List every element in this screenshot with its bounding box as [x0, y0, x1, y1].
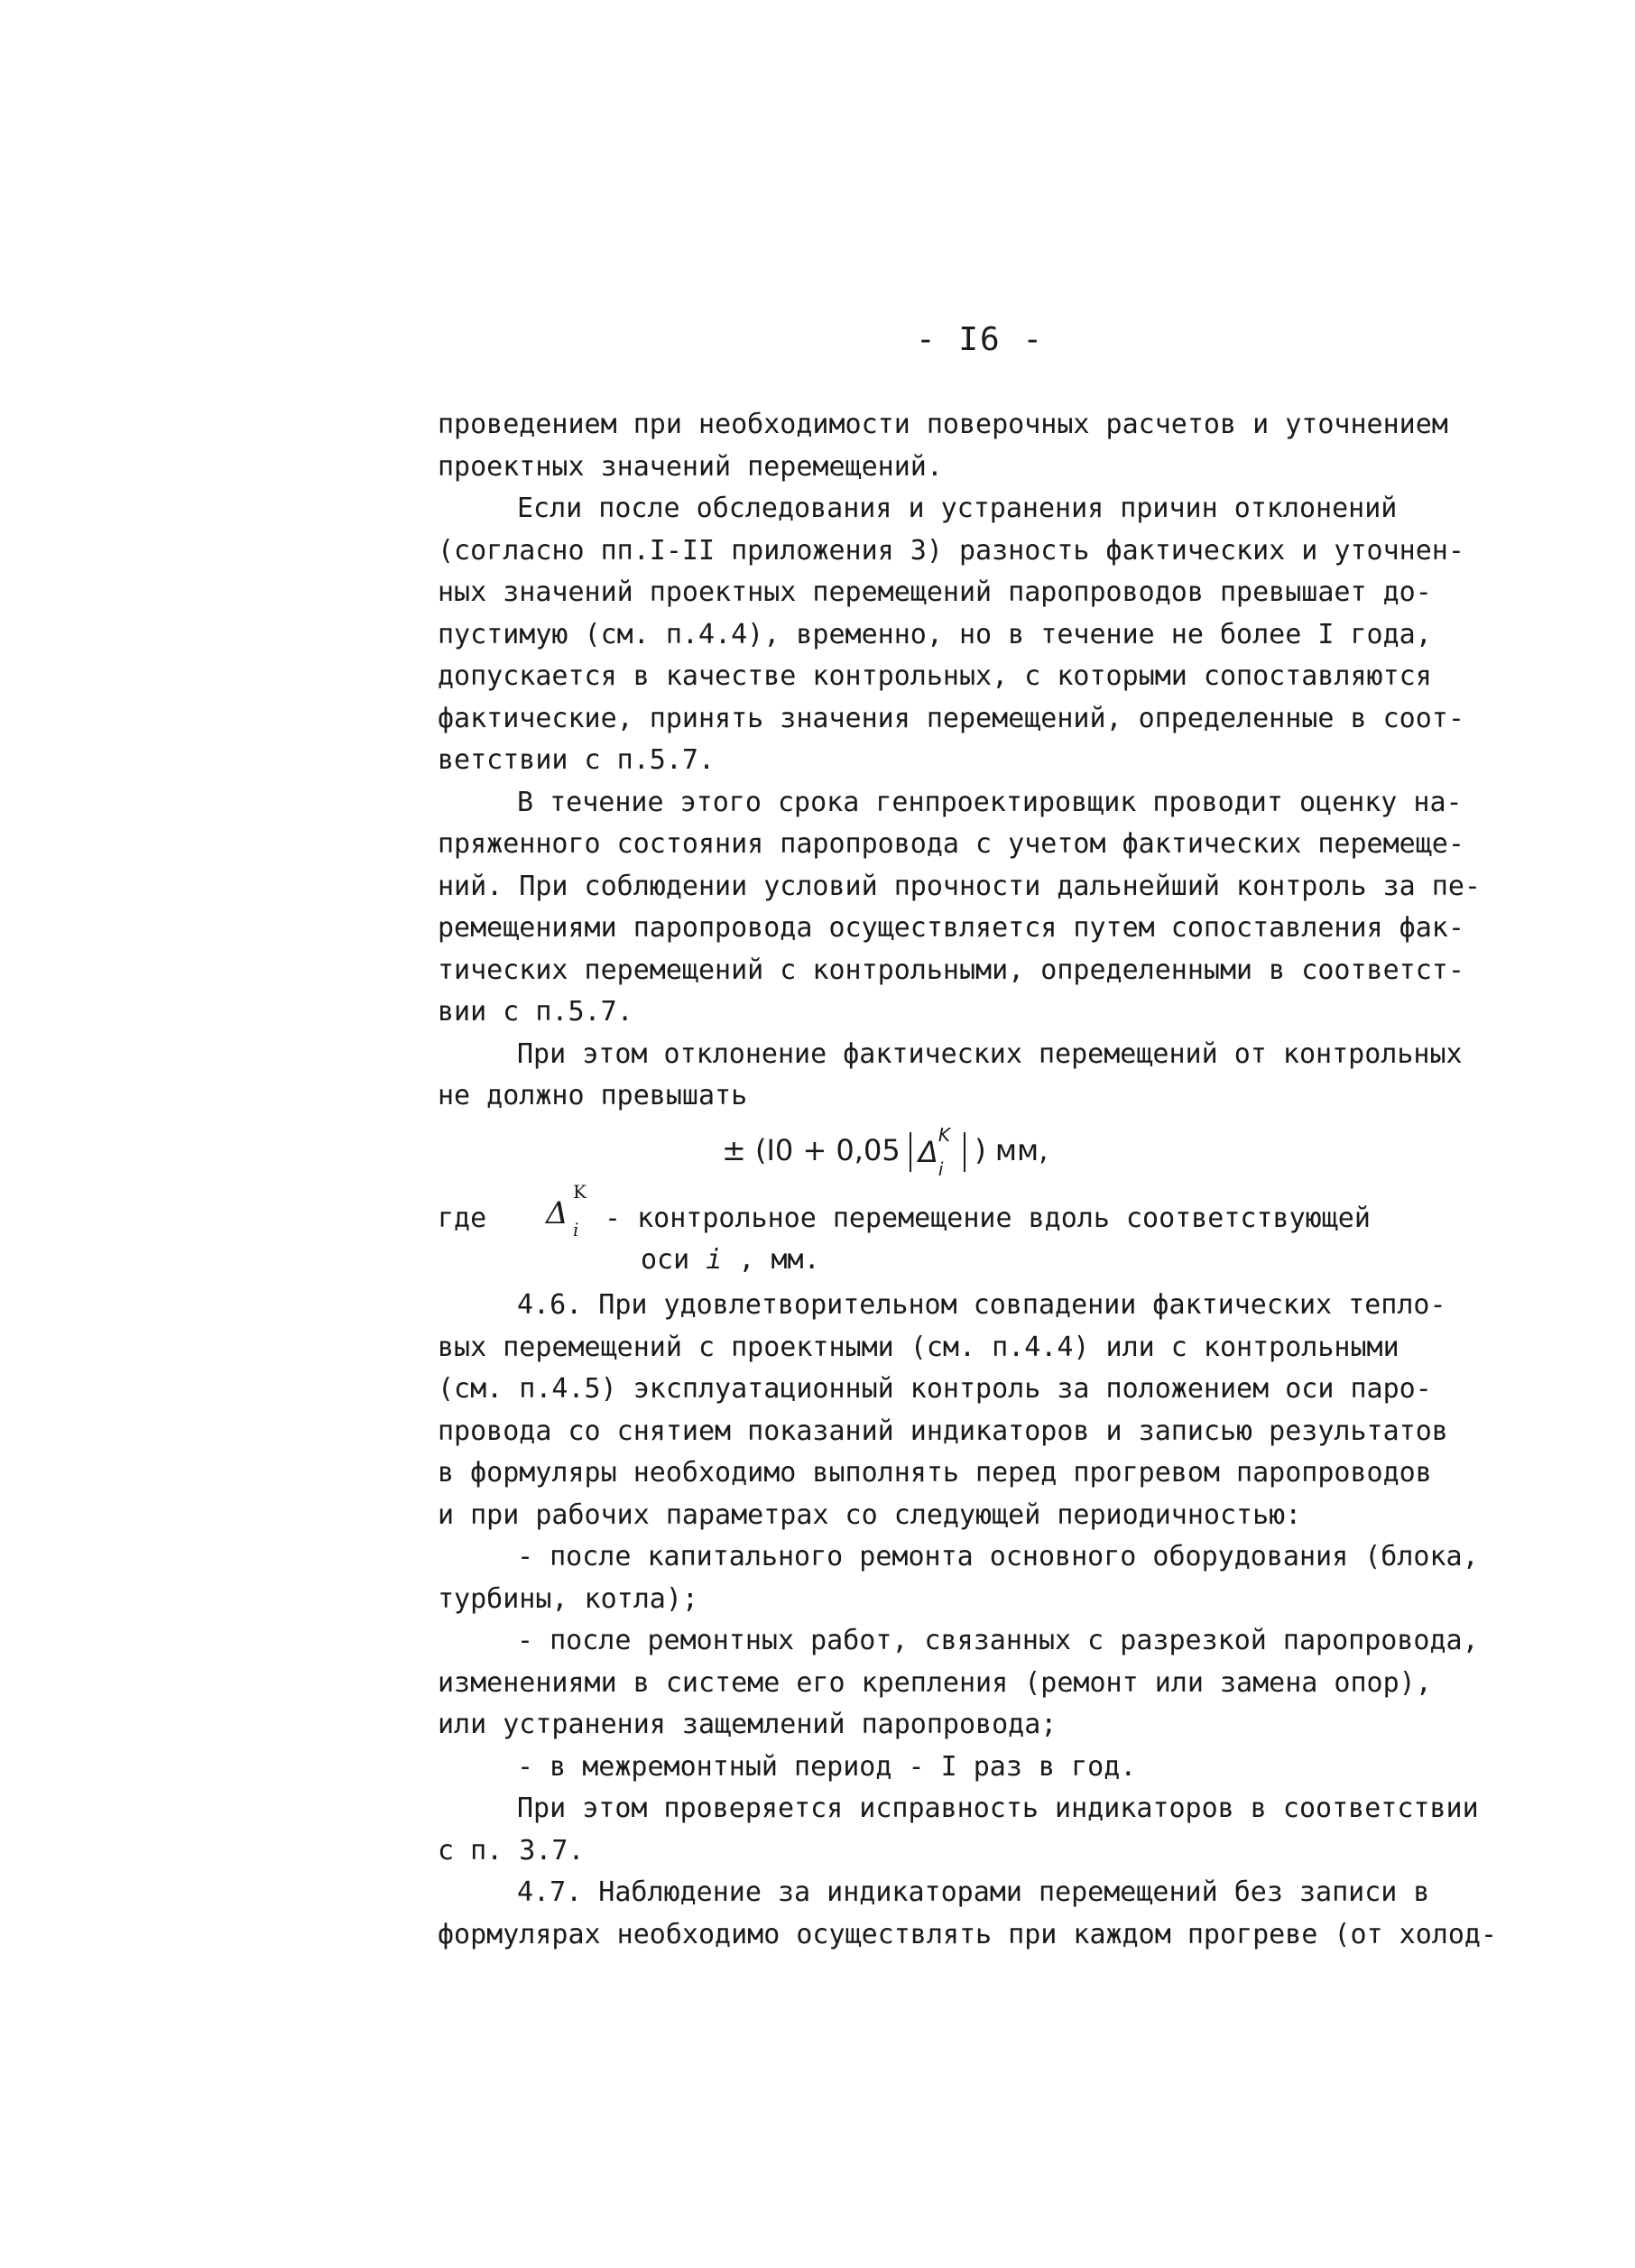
where-delta-subscript: i — [573, 1219, 579, 1240]
text-line: турбины, котла); — [438, 1582, 698, 1615]
text-line: 4.6. При удовлетворительном совпадении фактических тепло- — [517, 1289, 1446, 1321]
text-line: - после ремонтных работ, связанных с разрезкой паропровода, — [517, 1625, 1479, 1656]
text-line: проектных значений перемещений. — [438, 450, 943, 483]
text-line: провода со снятием показаний индикаторов и записью результатов — [438, 1415, 1448, 1447]
text-line: ний. При соблюдении условий прочности дальнейший контроль за пе- — [438, 870, 1481, 902]
formula-suffix: ) мм, — [975, 1133, 1048, 1167]
text-line: изменениями в системе его крепления (ремонт или замена опор), — [438, 1666, 1432, 1699]
text-line: ремещениями паропровода осуществляется путем сопоставления фак- — [438, 912, 1464, 944]
text-line: тических перемещений с контрольными, определенными в соответст- — [438, 954, 1464, 986]
text-line: В течение этого срока генпроектировщик проводит оценку на- — [517, 786, 1463, 818]
text-line: допускается в качестве контрольных, с которыми сопоставляются — [438, 660, 1432, 692]
text-line: (см. п.4.5) эксплуатационный контроль за положением оси паро- — [438, 1373, 1432, 1405]
text-line: ных значений проектных перемещений паропроводов превышает до- — [438, 576, 1432, 608]
text-line: не должно превышать — [438, 1080, 748, 1111]
delta-symbol: Δ K i — [919, 1135, 956, 1169]
text-line: или устранения защемлений паропровода; — [438, 1709, 1058, 1740]
text-line: ветствии с п.5.7. — [438, 744, 716, 776]
absolute-value — [910, 1124, 965, 1180]
where-delta-symbol: Δ K i — [546, 1193, 568, 1235]
text-line: вии с п.5.7. — [438, 996, 633, 1028]
lower-text-block — [438, 1285, 1543, 1956]
text-line: (согласно пп.I-II приложения 3) разность фактических и уточнен- — [438, 534, 1464, 567]
where-description: - контрольное перемещение вдоль соответствующей — [605, 1203, 1371, 1234]
text-line: формулярах необходимо осуществлять при каждом прогреве (от холод- — [438, 1918, 1497, 1950]
page-number: - I6 - — [916, 321, 1045, 358]
text-line: проведением при необходимости поверочных расчетов и уточнением — [438, 409, 1448, 440]
text-line: 4.7. Наблюдение за индикаторами перемещений без записи в — [517, 1876, 1430, 1908]
text-line: При этом отклонение фактических перемещений от контрольных — [517, 1037, 1463, 1070]
where-word: где — [438, 1203, 487, 1234]
text-line: в формуляры необходимо выполнять перед прогревом паропроводов — [438, 1457, 1432, 1489]
delta-superscript: K — [938, 1124, 950, 1146]
where-axis-line: оси i , мм. — [641, 1244, 820, 1276]
text-line: Если после обследования и устранения причин отклонений — [517, 493, 1398, 524]
text-line: вых перемещений с проектными (см. п.4.4) или с контрольными — [438, 1331, 1399, 1363]
text-line: с п. 3.7. — [438, 1834, 585, 1867]
formula-prefix: ± (I0 + 0,05 — [722, 1133, 901, 1167]
text-line: При этом проверяется исправность индикаторов в соответствии — [517, 1793, 1479, 1824]
delta-subscript: i — [938, 1158, 944, 1180]
text-line: - после капитального ремонта основного оборудования (блока, — [517, 1541, 1479, 1572]
text-line: - в межремонтный период - I раз в год. — [517, 1750, 1137, 1783]
text-line: пустимую (см. п.4.4), временно, но в течение не более I года, — [438, 618, 1432, 650]
text-line: пряженного состояния паропровода с учетом фактических перемеще- — [438, 828, 1464, 860]
text-line: фактические, принять значения перемещений, определенные в соот- — [438, 702, 1464, 734]
where-delta-superscript: K — [573, 1181, 587, 1203]
tolerance-formula — [722, 1124, 1048, 1180]
text-line: и при рабочих параметрах со следующей периодичностью: — [438, 1498, 1302, 1531]
upper-text-block — [438, 404, 1543, 1118]
axis-variable: i — [706, 1244, 723, 1276]
